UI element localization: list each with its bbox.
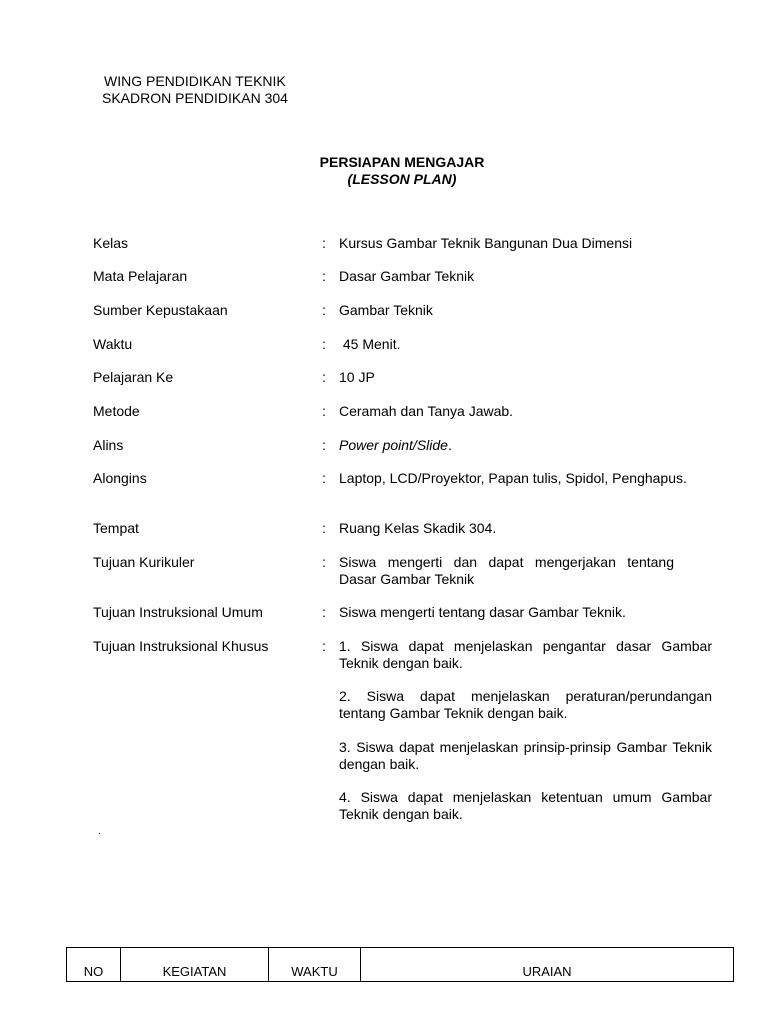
field-value: Dasar Gambar Teknik bbox=[339, 268, 475, 284]
field-value: Kursus Gambar Teknik Bangunan Dua Dimensi bbox=[339, 235, 633, 251]
field-colon: : bbox=[322, 470, 326, 486]
field-value: Siswa mengerti tentang dasar Gambar Teknik. bbox=[339, 604, 626, 620]
field-colon: : bbox=[322, 638, 326, 654]
field-value: Siswa mengerti dan dapat mengerjakan tentang Dasar Gambar Teknik bbox=[339, 554, 674, 587]
field-colon: : bbox=[322, 520, 326, 536]
field-label: Waktu bbox=[93, 336, 133, 352]
stray-dot: . bbox=[98, 826, 101, 837]
field-value: Ceramah dan Tanya Jawab. bbox=[339, 403, 514, 419]
goal-item-1: 1. Siswa dapat menjelaskan pengantar dasar Gambar Teknik dengan baik. bbox=[339, 638, 712, 671]
field-label: Tujuan Kurikuler bbox=[93, 554, 195, 570]
field-label: Alins bbox=[93, 437, 124, 453]
field-colon: : bbox=[322, 604, 326, 620]
field-colon: : bbox=[322, 369, 326, 385]
goal-item-3: 3. Siswa dapat menjelaskan prinsip-prinsip Gambar Teknik dengan baik. bbox=[339, 739, 712, 772]
field-label: Sumber Kepustakaan bbox=[93, 302, 228, 318]
field-colon: : bbox=[322, 554, 326, 570]
field-label: Kelas bbox=[93, 235, 129, 251]
field-value: Gambar Teknik bbox=[339, 302, 433, 318]
activity-table bbox=[66, 947, 734, 982]
field-colon: : bbox=[322, 403, 326, 419]
field-value-italic: Power point/Slide bbox=[339, 437, 448, 453]
field-value: 10 JP bbox=[339, 369, 375, 385]
header-skadron: SKADRON PENDIDIKAN 304 bbox=[102, 90, 288, 106]
field-value bbox=[339, 437, 712, 454]
table-header-row bbox=[67, 948, 734, 982]
field-colon: : bbox=[322, 336, 326, 352]
goal-item-2: 2. Siswa dapat menjelaskan peraturan/perundangan tentang Gambar Teknik dengan baik. bbox=[339, 688, 712, 721]
field-label: Alongins bbox=[93, 470, 147, 486]
field-label: Tempat bbox=[93, 520, 139, 536]
doc-title: PERSIAPAN MENGAJAR bbox=[319, 154, 485, 170]
field-colon: : bbox=[322, 235, 326, 251]
header-wing: WING PENDIDIKAN TEKNIK bbox=[104, 73, 286, 89]
col-kegiatan: KEGIATAN bbox=[121, 948, 269, 982]
field-label: Tujuan Instruksional Khusus bbox=[93, 638, 269, 654]
col-uraian: URAIAN bbox=[361, 948, 734, 982]
field-colon: : bbox=[322, 437, 326, 453]
field-value-suffix: . bbox=[447, 437, 452, 453]
field-value: Laptop, LCD/Proyektor, Papan tulis, Spidol, Penghapus. bbox=[339, 470, 687, 486]
field-value: 45 Menit. bbox=[339, 336, 401, 352]
field-label: Metode bbox=[93, 403, 140, 419]
field-label: Tujuan Instruksional Umum bbox=[93, 604, 263, 620]
field-label: Pelajaran Ke bbox=[93, 369, 174, 385]
col-waktu: WAKTU bbox=[269, 948, 361, 982]
goal-item-4: 4. Siswa dapat menjelaskan ketentuan umum Gambar Teknik dengan baik. bbox=[339, 789, 712, 822]
field-label: Mata Pelajaran bbox=[93, 268, 188, 284]
field-colon: : bbox=[322, 302, 326, 318]
field-colon: : bbox=[322, 268, 326, 284]
col-no: NO bbox=[67, 948, 121, 982]
doc-subtitle: (LESSON PLAN) bbox=[347, 171, 457, 187]
field-value: Ruang Kelas Skadik 304. bbox=[339, 520, 497, 536]
